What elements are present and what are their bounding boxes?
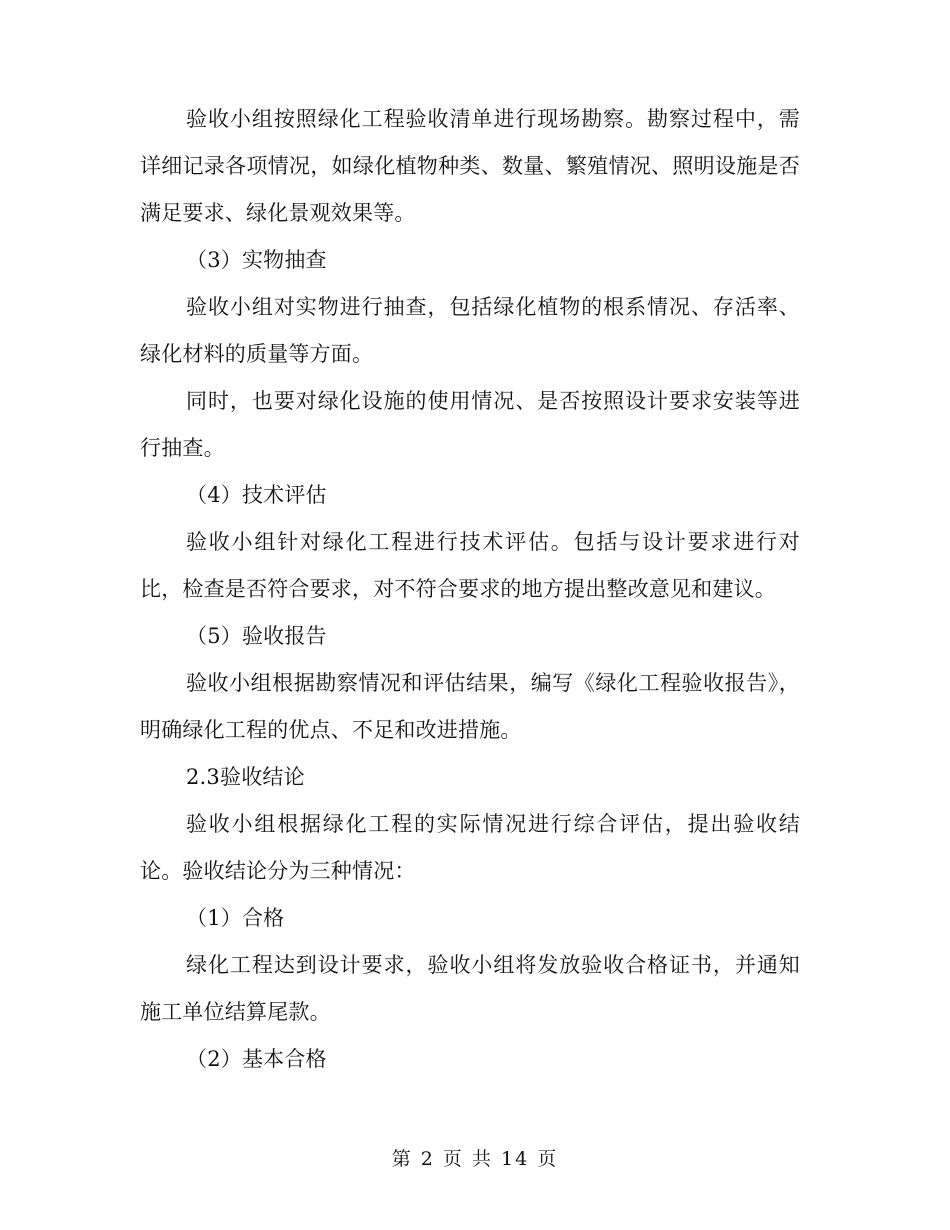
paragraph-acceptance-conclusion: 验收小组根据绿化工程的实际情况进行综合评估，提出验收结论。验收结论分为三种情况：	[140, 812, 800, 883]
page-number-footer: 第 2 页 共 14 页	[391, 1148, 559, 1170]
section-heading-acceptance-conclusion: 2.3验收结论	[186, 765, 305, 789]
section-heading-basically-qualified: （2）基本合格	[186, 1047, 327, 1071]
paragraph-facility-inspection: 同时，也要对绿化设施的使用情况、是否按照设计要求安装等进行抽查。	[140, 389, 800, 460]
section-heading-qualified: （1）合格	[186, 906, 285, 930]
section-heading-physical-inspection: （3）实物抽查	[186, 248, 327, 272]
paragraph-technical-assessment: 验收小组针对绿化工程进行技术评估。包括与设计要求进行对比，检查是否符合要求，对不符合要求的地方提出整改意见和建议。	[140, 530, 800, 601]
section-heading-acceptance-report: （5）验收报告	[186, 624, 327, 648]
paragraph-site-survey: 验收小组按照绿化工程验收清单进行现场勘察。勘察过程中，需详细记录各项情况，如绿化植物种类、数量、繁殖情况、照明设施是否满足要求、绿化景观效果等。	[140, 107, 800, 225]
paragraph-physical-inspection: 验收小组对实物进行抽查，包括绿化植物的根系情况、存活率、绿化材料的质量等方面。	[140, 295, 800, 366]
section-heading-technical-assessment: （4）技术评估	[186, 483, 327, 507]
document-body	[140, 96, 800, 1083]
paragraph-qualified: 绿化工程达到设计要求，验收小组将发放验收合格证书，并通知施工单位结算尾款。	[140, 953, 800, 1024]
paragraph-acceptance-report: 验收小组根据勘察情况和评估结果，编写《绿化工程验收报告》，明确绿化工程的优点、不足和改进措施。	[140, 671, 800, 742]
